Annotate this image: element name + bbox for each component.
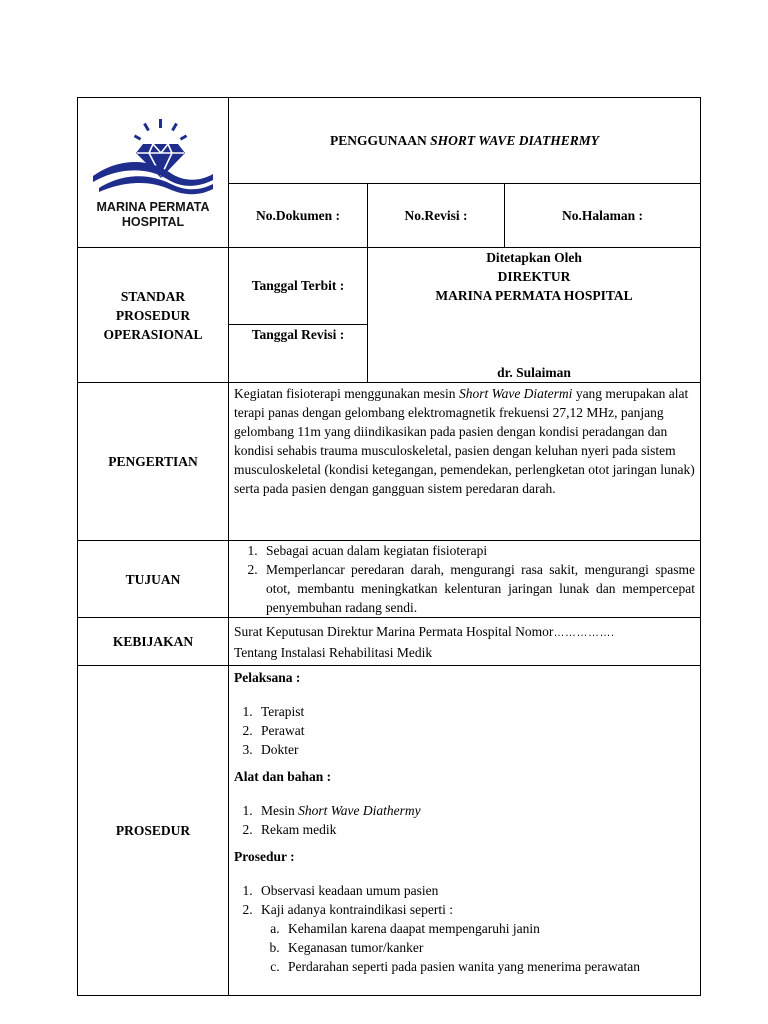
list-item: 2. Memperlancar peredaran darah, mengurangi rasa sakit, mengurangi spasme otot, membantu meningkatkan kelenturan jaringan lunak dan mempercepat penyembuhan radang sendi. — [261, 560, 695, 617]
no-dokumen: No.Dokumen : — [229, 184, 368, 248]
ditetapkan-oleh: Ditetapkan Oleh — [486, 250, 582, 265]
list-item: 1. Terapist — [256, 702, 695, 721]
logo-cell — [78, 98, 229, 248]
approval-hospital: MARINA PERMATA HOSPITAL — [435, 288, 633, 303]
list-item: 3. Dokter — [256, 740, 695, 759]
approval-block — [368, 248, 701, 383]
direktur: DIREKTUR — [497, 269, 571, 284]
pelaksana-heading: Pelaksana : — [234, 670, 301, 685]
pengertian-text-2: yang merupakan alat terapi panas dengan gelombang elektromagnetik frekuensi 27,12 MHz, panjang gelombang 11m yang diindikasikan pada pasien dengan kondisi peradangan dan kondisi sehabis trauma musculoskeletal, pasien dengan keluhan nyeri pada sistem musculoskeletal (kondisi ketegangan, pemendekan, perlengketan otot jaringan lunak) serta pada pasien dengan gangguan sistem peredaran darah. — [234, 386, 695, 496]
pengertian-text-1: Kegiatan fisioterapi menggunakan mesin — [234, 386, 459, 401]
signer-name: dr. Sulaiman — [497, 365, 571, 380]
list-item — [256, 900, 695, 976]
kebijakan-line1: Surat Keputusan Direktur Marina Permata Hospital Nomor — [234, 623, 554, 639]
list-item: c. Perdarahan seperti pada pasien wanita yang menerima perawatan — [283, 957, 695, 976]
pengertian-label: PENGERTIAN — [78, 383, 229, 541]
list-item: b. Keganasan tumor/kanker — [283, 938, 695, 957]
kebijakan-line2: Tentang Instalasi Rehabilitasi Medik — [234, 644, 433, 660]
logo-name-line1: MARINA PERMATA — [96, 199, 210, 214]
sop-table — [77, 97, 701, 996]
title-prefix: PENGGUNAAN — [330, 132, 431, 148]
list-item: 2. Rekam medik — [256, 820, 695, 839]
tanggal-revisi: Tanggal Revisi : — [229, 324, 368, 382]
logo-name-line2: HOSPITAL — [121, 214, 185, 229]
no-halaman: No.Halaman : — [505, 184, 701, 248]
kebijakan-label: KEBIJAKAN — [78, 618, 229, 666]
alat-1-prefix: Mesin — [261, 803, 299, 818]
list-item: a. Kehamilan karena daapat mempengaruhi janin — [283, 919, 695, 938]
list-item — [256, 801, 695, 820]
list-item: 1. Observasi keadaan umum pasien — [256, 881, 695, 900]
pengertian-text — [229, 383, 701, 541]
alat-heading: Alat dan bahan : — [234, 769, 332, 784]
step-2-text: Kaji adanya kontraindikasi seperti : — [261, 902, 453, 917]
tujuan-list — [229, 541, 701, 618]
title-italic: SHORT WAVE DIATHERMY — [430, 132, 599, 148]
kebijakan-dots: ……………. — [553, 626, 615, 639]
hospital-logo-icon — [91, 116, 215, 196]
prosedur-label: PROSEDUR — [78, 666, 229, 996]
prosedur-heading: Prosedur : — [234, 849, 295, 864]
tanggal-terbit: Tanggal Terbit : — [229, 248, 368, 325]
no-revisi: No.Revisi : — [368, 184, 505, 248]
sop-label-line3: OPERASIONAL — [103, 326, 203, 342]
sop-label — [78, 248, 229, 383]
list-item: 1. Sebagai acuan dalam kegiatan fisioterapi — [261, 541, 695, 560]
sop-label-line1: STANDAR — [120, 288, 186, 304]
pengertian-text-italic: Short Wave Diatermi — [458, 386, 573, 401]
prosedur-content — [229, 666, 701, 996]
kebijakan-text — [229, 618, 701, 666]
tujuan-label: TUJUAN — [78, 541, 229, 618]
alat-1-italic: Short Wave Diathermy — [298, 803, 421, 818]
sop-label-line2: PROSEDUR — [115, 307, 191, 323]
list-item: 2. Perawat — [256, 721, 695, 740]
document-title — [229, 98, 701, 184]
